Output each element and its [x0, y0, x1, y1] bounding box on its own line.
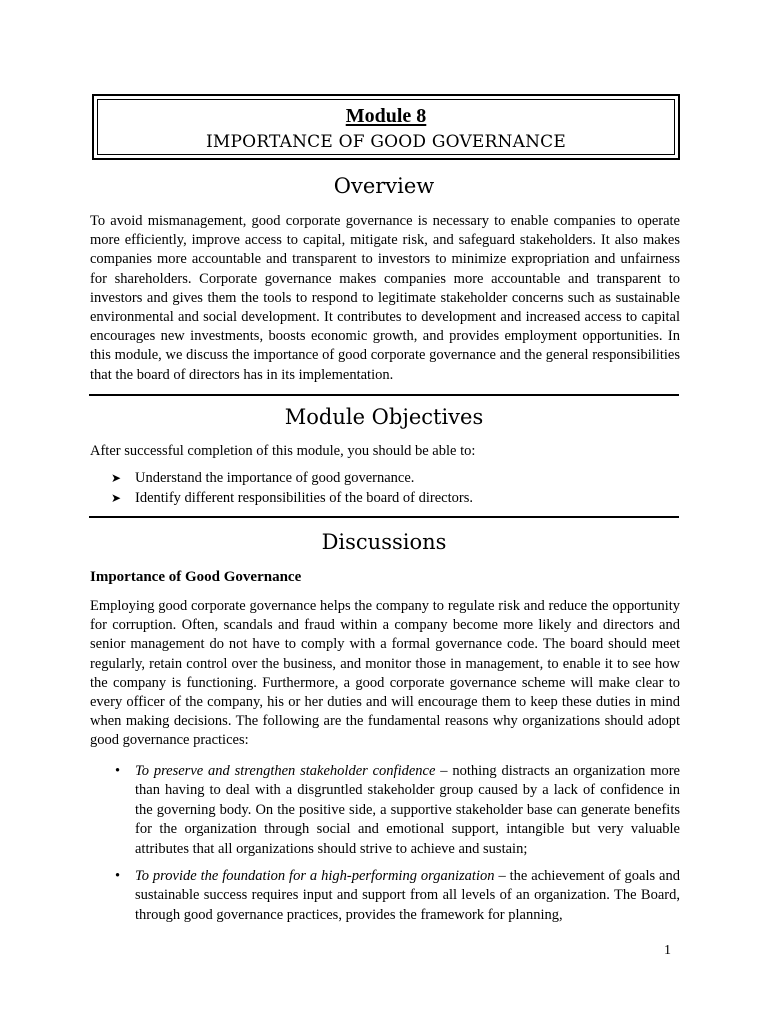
bullet-lead: To preserve and strengthen stakeholder confidence: [135, 763, 436, 779]
reasons-list: [110, 762, 680, 859]
module-number: Module 8: [345, 105, 427, 127]
bullet-dot-icon: •: [115, 763, 121, 779]
discussions-heading: Discussions: [321, 530, 447, 554]
objectives-heading: Module Objectives: [284, 405, 484, 429]
title-box-inner-border: [97, 99, 675, 155]
module-title: IMPORTANCE OF GOOD GOVERNANCE: [206, 132, 566, 152]
reasons-list: [110, 867, 680, 925]
list-item: [111, 468, 473, 488]
list-item: [111, 488, 473, 508]
importance-subheading: Importance of Good Governance: [90, 569, 302, 585]
objectives-intro: After successful completion of this module, you should be able to:: [90, 443, 476, 459]
list-item: [110, 867, 680, 925]
bullet-text: – the achievement of goals and sustainable success requires input and support from all levels of an organization. The Board, through good governance practices, provides the framework for planning,: [135, 868, 680, 923]
list-item: [110, 762, 680, 859]
discussion-paragraph: [90, 597, 680, 751]
section-divider: [89, 394, 679, 396]
bullet-lead: To provide the foundation for a high-performing organization: [135, 868, 495, 884]
overview-text: To avoid mismanagement, good corporate governance is necessary to enable companies to operate more efficiently, improve access to capital, mitigate risk, and safeguard stakeholders. It also makes companies more accountable and transparent to investors to minimize expropriation and unfairness for shareholders. Corporate governance makes companies more accountable and transparent to investors and gives them the tools to respond to legitimate stakeholder concerns such as sustainable environmental and social development. It contributes to development and increased access to capital encourages new investments, boosts economic growth, and provides employment opportunities. In this module, we discuss the importance of good corporate governance and the general responsibilities that the board of directors has in its implementation.: [90, 213, 680, 383]
objective-text: Understand the importance of good governance.: [135, 470, 415, 486]
bullet-dot-icon: •: [115, 868, 121, 884]
arrow-bullet-icon: ➤: [111, 491, 122, 505]
bullet-text: – nothing distracts an organization more than having to deal with a disgruntled stakeholder group caused by a lack of confidence in the governing body. On the positive side, a supportive stakeholder base can generate benefits for the organization through social and emotional support, intangible but very valuable attributes that all organizations should strive to achieve and sustain;: [135, 763, 680, 857]
objective-text: Identify different responsibilities of the board of directors.: [135, 490, 473, 506]
overview-paragraph: [90, 212, 680, 385]
section-divider: [89, 516, 679, 518]
page-number: 1: [664, 943, 671, 958]
discussion-text: Employing good corporate governance helps the company to regulate risk and reduce the opportunity for corruption. Often, scandals and fraud within a company become more likely and directors and senior management do not have to comply with a formal governance code. The board should meet regularly, retain control over the business, and monitor those in management, to enable it to see how the company is functioning. Furthermore, a good corporate governance scheme will make clear to every officer of the company, his or her duties and will encourage them to keep these duties in mind when making decisions. The following are the fundamental reasons why organizations should adopt good governance practices:: [90, 598, 680, 749]
overview-heading: Overview: [333, 174, 435, 198]
objectives-list: [111, 468, 473, 508]
module-title-box: [92, 94, 680, 160]
arrow-bullet-icon: ➤: [111, 471, 122, 485]
